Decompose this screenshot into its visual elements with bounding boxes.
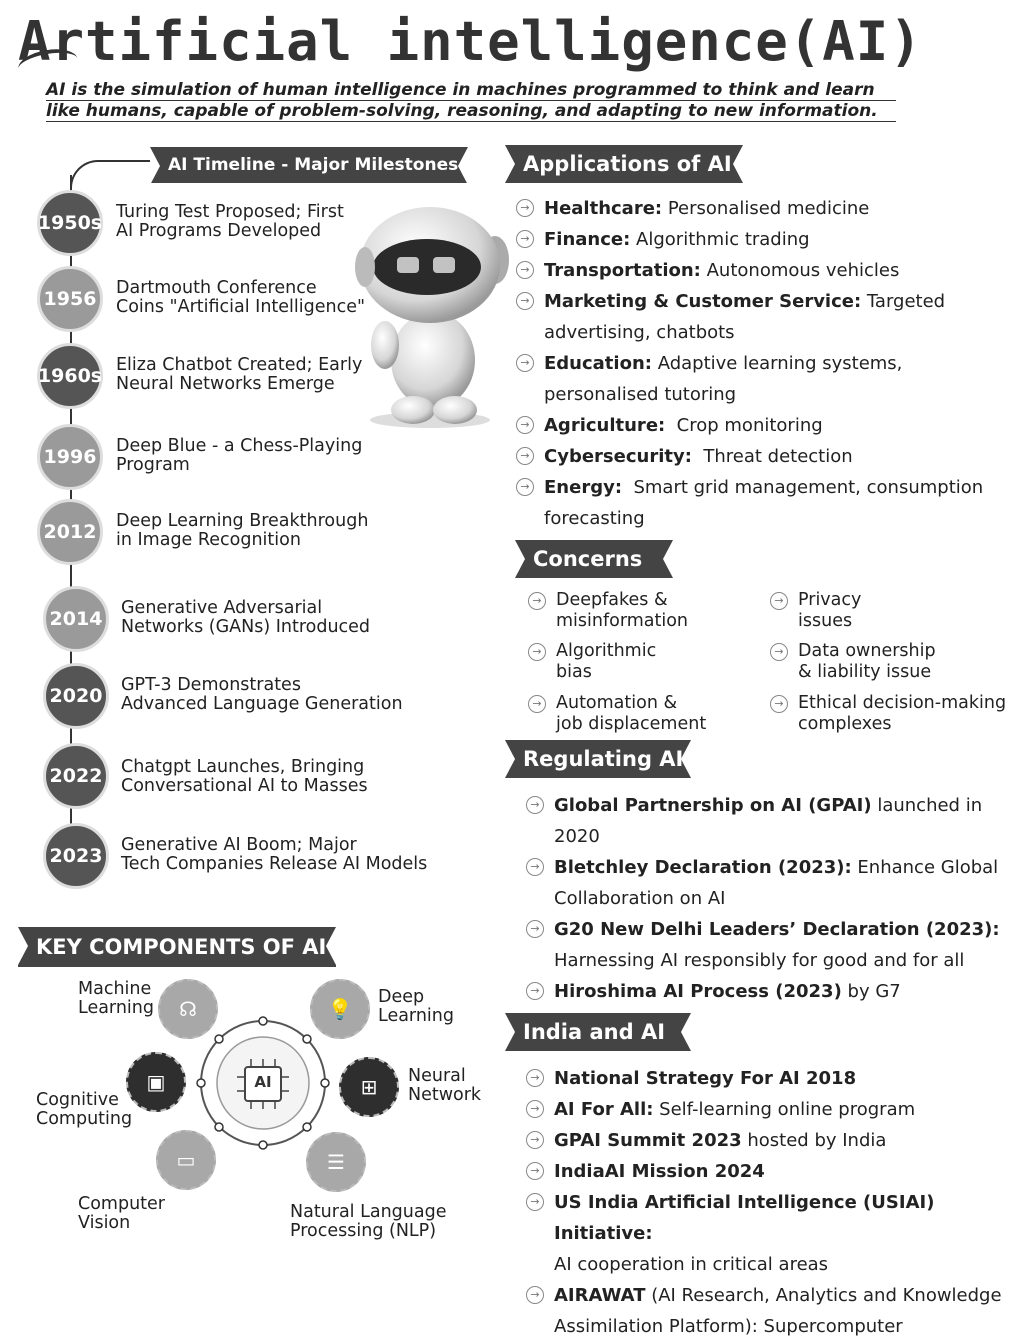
list-item-text — [554, 914, 1000, 976]
list-item-text — [554, 790, 982, 852]
arrow-right-icon: → — [526, 1286, 544, 1304]
list-item — [526, 1063, 1021, 1094]
list-item-bold: Energy: — [544, 477, 623, 498]
timeline-event-line-2: Program — [116, 455, 190, 475]
list-item-text — [554, 852, 998, 914]
timeline-event — [121, 758, 368, 796]
list-item-line — [544, 193, 869, 224]
concern-item — [528, 641, 656, 683]
list-item-text — [554, 1125, 886, 1156]
list-item — [526, 1280, 1021, 1342]
concern-text — [556, 590, 688, 632]
timeline-event-line-2: Coins "Artificial Intelligence" — [116, 297, 366, 317]
network-icon: ⊞ — [360, 1075, 378, 1099]
list-item — [516, 255, 1021, 286]
timeline-event-line-2: AI Programs Developed — [116, 221, 322, 241]
regulating-heading-text: Regulating AI — [523, 747, 684, 771]
timeline-year-badge: 1956 — [37, 266, 103, 332]
list-item-line — [544, 441, 853, 472]
arrow-right-icon: → — [516, 447, 534, 465]
list-item-line — [554, 1063, 856, 1094]
list-item-continuation: Collaboration on AI — [554, 888, 726, 909]
timeline-event-line-1: Generative AI Boom; Major — [121, 835, 357, 855]
list-item-bold: Bletchley Declaration (2023): — [554, 857, 852, 878]
component-badge — [339, 1057, 399, 1117]
component-label-line-2: Learning — [78, 998, 154, 1018]
component-label — [78, 1195, 165, 1233]
list-item-text — [554, 1280, 1002, 1342]
arrow-right-icon: → — [516, 416, 534, 434]
list-item-text — [544, 410, 823, 441]
concern-item — [770, 590, 861, 632]
list-item-text — [544, 193, 869, 224]
list-item-bold: Global Partnership on AI (GPAI) — [554, 795, 872, 816]
timeline-event-line-2: Tech Companies Release AI Models — [121, 854, 428, 874]
subtitle — [46, 80, 896, 122]
list-item-detail: Targeted — [861, 291, 946, 312]
india-heading-text: India and AI — [523, 1020, 666, 1044]
key-components-heading-text: KEY COMPONENTS OF AI — [36, 935, 327, 959]
arrow-right-icon: → — [526, 1100, 544, 1118]
computer-icon: ▣ — [146, 1070, 166, 1094]
concern-item — [528, 590, 688, 632]
list-item-bold: Education: — [544, 353, 652, 374]
list-item-line — [554, 1156, 765, 1187]
list-item — [526, 1187, 1021, 1280]
list-item-text — [544, 472, 983, 534]
timeline-year-badge: 2012 — [37, 499, 103, 565]
list-item-bold: AIRAWAT — [554, 1285, 646, 1306]
list-item-text — [544, 286, 945, 348]
timeline-event-line-1: Generative Adversarial — [121, 598, 323, 618]
arrow-right-icon: → — [528, 695, 546, 713]
arrow-right-icon: → — [516, 292, 534, 310]
timeline-event — [116, 512, 368, 550]
arrow-right-icon: → — [770, 643, 788, 661]
list-item-detail: Crop monitoring — [665, 415, 823, 436]
india-heading — [505, 1013, 691, 1051]
component-label-line-2: Computing — [36, 1109, 133, 1129]
list-item-detail: launched in — [871, 795, 983, 816]
arrow-right-icon: → — [516, 354, 534, 372]
list-item-detail: hosted by India — [741, 1130, 887, 1151]
timeline-event — [116, 203, 344, 241]
list-item — [526, 976, 1021, 1007]
timeline-event-line-1: Chatgpt Launches, Bringing — [121, 757, 365, 777]
list-item-line — [544, 472, 983, 503]
list-item-bold: National Strategy For AI 2018 — [554, 1068, 857, 1089]
list-item-line — [554, 1280, 1002, 1311]
timeline-event — [116, 279, 365, 317]
timeline-year-badge: 2014 — [43, 586, 109, 652]
list-item — [526, 1094, 1021, 1125]
component-badge — [306, 1132, 366, 1192]
arrow-right-icon: → — [528, 592, 546, 610]
timeline-year-badge: 1996 — [37, 424, 103, 490]
list-item-text — [544, 348, 902, 410]
list-item-continuation: advertising, chatbots — [544, 322, 735, 343]
timeline-connector — [70, 160, 150, 190]
page-title — [18, 10, 1008, 80]
component-label-line-2: Vision — [78, 1213, 131, 1233]
concern-text — [556, 641, 656, 683]
timeline-event-line-1: Eliza Chatbot Created; Early — [116, 355, 363, 375]
list-item-text — [544, 441, 853, 472]
list-item-line — [554, 1187, 1021, 1249]
list-item-detail: by G7 — [841, 981, 901, 1002]
timeline-event-line-2: Advanced Language Generation — [121, 694, 403, 714]
timeline-event-line-2: Neural Networks Emerge — [116, 374, 335, 394]
timeline-event — [116, 356, 362, 394]
concern-line-1: Automation & — [556, 693, 678, 713]
timeline-event — [121, 836, 427, 874]
list-item-line — [544, 286, 945, 317]
concern-item — [770, 693, 1006, 735]
component-badge — [126, 1052, 186, 1112]
main-title: Artificial intelligence(AI) — [18, 10, 923, 73]
concern-line-1: Deepfakes & — [556, 590, 668, 610]
applications-heading — [505, 145, 743, 183]
component-label — [36, 1091, 132, 1129]
timeline-event-line-1: Deep Learning Breakthrough — [116, 511, 369, 531]
list-item-text — [554, 1063, 856, 1094]
list-item-text — [544, 224, 810, 255]
list-item-bold: Cybersecurity: — [544, 446, 692, 467]
concern-text — [556, 693, 706, 735]
timeline-event-line-1: Deep Blue - a Chess-Playing — [116, 436, 363, 456]
list-item — [516, 193, 1021, 224]
arrow-right-icon: → — [526, 1131, 544, 1149]
concern-line-1: Privacy — [798, 590, 862, 610]
list-item — [516, 472, 1021, 534]
india-list — [526, 1063, 1021, 1342]
timeline-event-line-1: GPT-3 Demonstrates — [121, 675, 301, 695]
regulating-list — [526, 790, 1021, 1007]
list-item-line — [554, 1094, 915, 1125]
timeline-year-badge: 1950s — [37, 190, 103, 256]
component-badge — [158, 979, 218, 1039]
component-label-line-1: Neural — [408, 1066, 466, 1086]
arrow-right-icon: → — [526, 920, 544, 938]
list-item — [516, 441, 1021, 472]
list-item-bold: GPAI Summit 2023 — [554, 1130, 742, 1151]
list-item — [526, 1125, 1021, 1156]
timeline-year-badge: 1960s — [37, 343, 103, 409]
list-item — [516, 410, 1021, 441]
applications-heading-text: Applications of AI — [523, 152, 732, 176]
list-item-detail: Personalised medicine — [662, 198, 870, 219]
list-item-text — [554, 1187, 1021, 1280]
list-item-continuation: personalised tutoring — [544, 384, 737, 405]
component-label — [408, 1067, 481, 1105]
list-item-continuation: 2020 — [554, 826, 600, 847]
arrow-right-icon: → — [516, 230, 534, 248]
list-item-continuation: AI cooperation in critical areas — [554, 1254, 829, 1275]
list-item-bold: G20 New Delhi Leaders’ Declaration (2023): — [554, 919, 1000, 940]
arrow-right-icon: → — [526, 796, 544, 814]
list-item-detail: Algorithmic trading — [630, 229, 810, 250]
concern-line-2: complexes — [798, 714, 892, 734]
concern-line-2: misinformation — [556, 611, 689, 631]
list-item-detail: Enhance Global — [851, 857, 999, 878]
list-item-text — [554, 976, 901, 1007]
list-item-bold: Healthcare: — [544, 198, 663, 219]
arrow-right-icon: → — [526, 858, 544, 876]
list-item-line — [554, 1125, 886, 1156]
component-label-line-1: Cognitive — [36, 1090, 119, 1110]
timeline-event-line-2: in Image Recognition — [116, 530, 301, 550]
list-item-bold: Marketing & Customer Service: — [544, 291, 862, 312]
list-item-detail: Adaptive learning systems, — [651, 353, 903, 374]
list-item-bold: Finance: — [544, 229, 631, 250]
list-item-detail: (AI Research, Analytics and Knowledge — [645, 1285, 1002, 1306]
concern-line-2: job displacement — [556, 714, 707, 734]
component-label — [378, 988, 454, 1026]
component-label-line-2: Processing (NLP) — [290, 1221, 437, 1241]
arrow-right-icon: → — [528, 643, 546, 661]
timeline-event-line-1: Turing Test Proposed; First — [116, 202, 344, 222]
timeline-event-line-2: Networks (GANs) Introduced — [121, 617, 371, 637]
hub-ai-label: AI — [254, 1073, 272, 1091]
list-item-detail: Self-learning online program — [653, 1099, 916, 1120]
arrow-right-icon: → — [526, 1069, 544, 1087]
concern-line-1: Algorithmic — [556, 641, 657, 661]
list-item-line — [554, 914, 1000, 945]
arrow-right-icon: → — [526, 1193, 544, 1211]
arrow-right-icon: → — [770, 695, 788, 713]
list-item-text — [544, 255, 899, 286]
list-item-bold: Transportation: — [544, 260, 701, 281]
list-item — [526, 790, 1021, 852]
list-item-line — [544, 255, 899, 286]
list-item-bold: US India Artificial Intelligence (USIAI) Initiative: — [554, 1192, 935, 1244]
arrow-right-icon: → — [770, 592, 788, 610]
list-item — [516, 286, 1021, 348]
concerns-heading — [515, 540, 673, 578]
list-item-continuation: Harnessing AI responsibly for good and for all — [554, 950, 965, 971]
component-label-line-1: Machine — [78, 979, 152, 999]
timeline-year-badge: 2022 — [43, 743, 109, 809]
applications-list — [516, 193, 1021, 534]
concerns-heading-text: Concerns — [533, 547, 643, 571]
concern-text — [798, 641, 936, 683]
monitor-icon: ▭ — [176, 1148, 196, 1172]
list-item — [516, 224, 1021, 255]
list-item-bold: Hiroshima AI Process (2023) — [554, 981, 842, 1002]
timeline-heading — [150, 147, 468, 183]
lightbulb-icon: 💡 — [327, 997, 353, 1021]
timeline-event-line-1: Dartmouth Conference — [116, 278, 317, 298]
list-item-continuation: forecasting — [544, 508, 645, 529]
component-label — [78, 980, 154, 1018]
brain-icon: ☊ — [179, 997, 197, 1021]
document-icon: ☰ — [327, 1150, 345, 1174]
component-badge — [156, 1130, 216, 1190]
concern-item — [770, 641, 936, 683]
concern-line-2: bias — [556, 662, 592, 682]
list-item-text — [554, 1094, 915, 1125]
key-components-heading — [18, 927, 336, 967]
component-badge — [310, 979, 370, 1039]
component-label-line-1: Natural Language — [290, 1202, 447, 1222]
list-item-detail: Threat detection — [691, 446, 853, 467]
list-item-detail: Smart grid management, consumption — [622, 477, 984, 498]
timeline-event — [121, 599, 370, 637]
timeline-year-badge: 2020 — [43, 663, 109, 729]
list-item-line — [544, 348, 902, 379]
arrow-right-icon: → — [526, 982, 544, 1000]
subtitle-line-2: like humans, capable of problem-solving, reasoning, and adapting to new information. — [46, 101, 896, 122]
arrow-right-icon: → — [516, 261, 534, 279]
concern-line-1: Data ownership — [798, 641, 936, 661]
list-item-bold: Agriculture: — [544, 415, 666, 436]
list-item-detail: Autonomous vehicles — [700, 260, 900, 281]
list-item-line — [544, 410, 823, 441]
list-item — [526, 914, 1021, 976]
concern-text — [798, 693, 1006, 735]
component-label-line-2: Network — [408, 1085, 482, 1105]
list-item-bold: AI For All: — [554, 1099, 654, 1120]
list-item-line — [544, 224, 810, 255]
component-label-line-1: Deep — [378, 987, 425, 1007]
timeline-event — [116, 437, 362, 475]
timeline-year-badge: 2023 — [43, 823, 109, 889]
list-item-line — [554, 790, 982, 821]
robot-illustration — [345, 205, 515, 430]
list-item — [516, 348, 1021, 410]
list-item-continuation: Assimilation Platform): Supercomputer — [554, 1316, 903, 1337]
list-item — [526, 852, 1021, 914]
component-label — [290, 1203, 446, 1241]
arrow-right-icon: → — [526, 1162, 544, 1180]
list-item-line — [554, 976, 901, 1007]
timeline-event — [121, 676, 403, 714]
list-item-text — [554, 1156, 765, 1187]
concern-line-2: issues — [798, 611, 853, 631]
concern-line-1: Ethical decision-making — [798, 693, 1007, 713]
concern-item — [528, 693, 706, 735]
subtitle-line-1: AI is the simulation of human intelligence in machines programmed to think and learn — [46, 80, 896, 101]
list-item — [526, 1156, 1021, 1187]
concern-text — [798, 590, 861, 632]
timeline-event-line-2: Conversational AI to Masses — [121, 776, 368, 796]
list-item-line — [554, 852, 998, 883]
timeline-heading-text: AI Timeline - Major Milestones — [168, 155, 459, 175]
arrow-right-icon: → — [516, 199, 534, 217]
component-label-line-1: Computer — [78, 1194, 165, 1214]
list-item-bold: IndiaAI Mission 2024 — [554, 1161, 765, 1182]
regulating-heading — [505, 740, 691, 778]
component-label-line-2: Learning — [378, 1006, 454, 1026]
arrow-right-icon: → — [516, 478, 534, 496]
concern-line-2: & liability issue — [798, 662, 932, 682]
